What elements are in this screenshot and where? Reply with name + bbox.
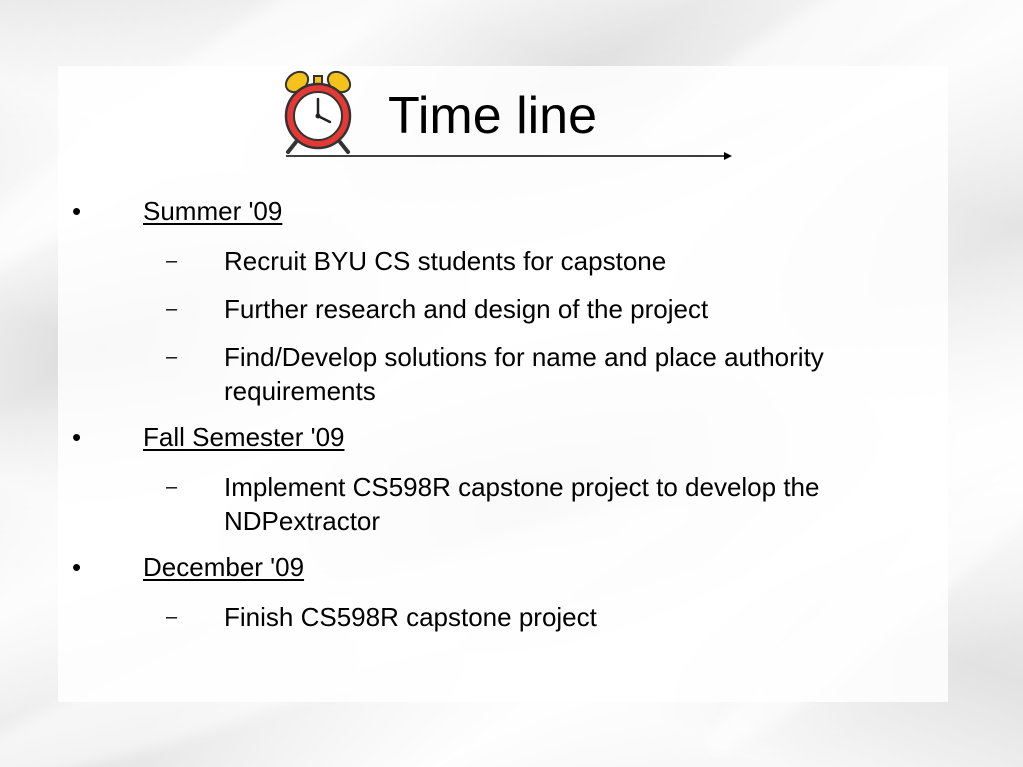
section-heading-row <box>70 192 950 230</box>
section-heading: Summer '09 <box>143 196 283 226</box>
list-item <box>70 600 950 634</box>
list-item-text: Implement CS598R capstone project to develop the NDPextractor <box>224 472 820 536</box>
bullet-icon: • <box>72 196 82 226</box>
timeline-section-fall <box>70 418 950 538</box>
title-area <box>278 68 738 160</box>
dash-icon: – <box>166 346 178 368</box>
section-heading: Fall Semester '09 <box>143 422 345 452</box>
section-heading-row <box>70 418 950 456</box>
bullet-icon: • <box>72 552 82 582</box>
list-item-text: Further research and design of the project <box>224 294 709 324</box>
dash-icon: – <box>166 298 178 320</box>
list-item-text: Find/Develop solutions for name and place authority requirements <box>224 342 824 406</box>
list-item <box>70 244 950 278</box>
alarm-clock-icon <box>278 70 358 154</box>
list-item <box>70 292 950 326</box>
dash-icon: – <box>166 606 178 628</box>
dash-icon: – <box>166 250 178 272</box>
section-heading: December '09 <box>143 552 305 582</box>
list-item-text: Finish CS598R capstone project <box>224 602 597 632</box>
bullet-icon: • <box>72 422 82 452</box>
slide-title: Time line <box>388 87 598 145</box>
list-item-text: Recruit BYU CS students for capstone <box>224 246 667 276</box>
timeline-section-december <box>70 548 950 634</box>
timeline-list <box>70 192 950 644</box>
section-heading-row <box>70 548 950 586</box>
timeline-section-summer <box>70 192 950 408</box>
dash-icon: – <box>166 476 178 498</box>
list-item <box>70 340 950 408</box>
list-item <box>70 470 950 538</box>
title-arrow-rule <box>286 150 732 162</box>
